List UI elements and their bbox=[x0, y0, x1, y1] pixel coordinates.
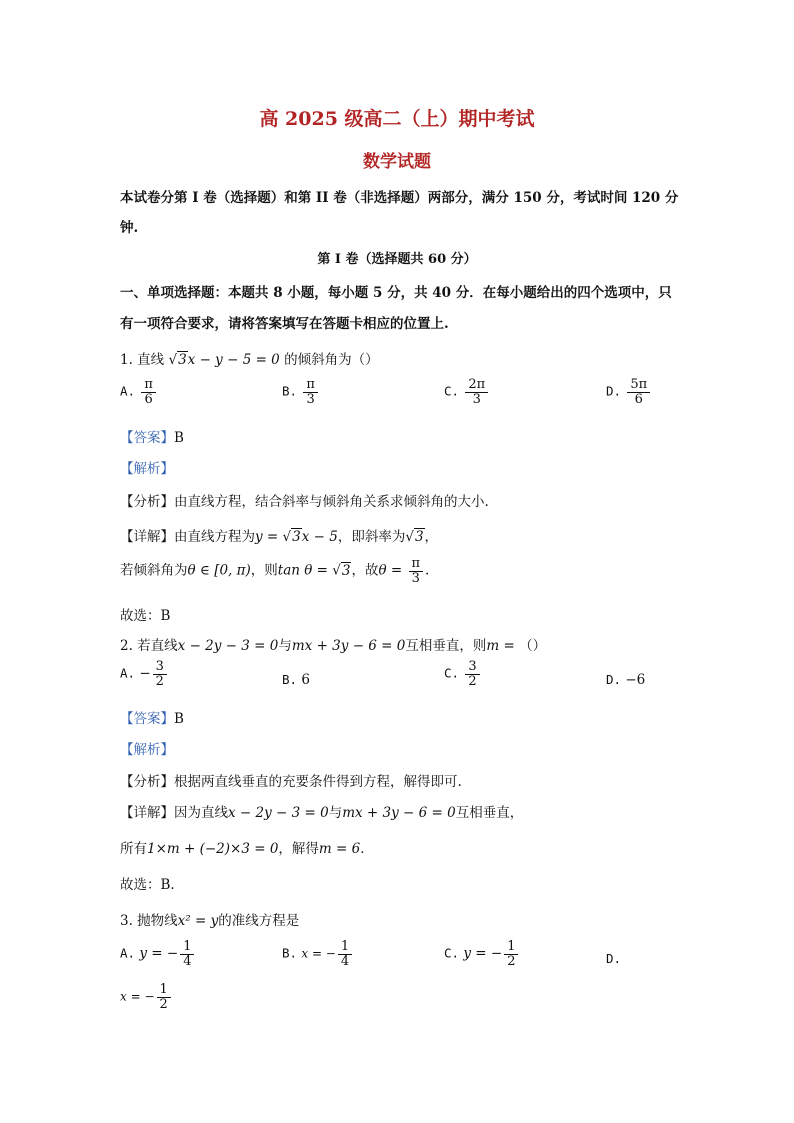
option-a-fraction: $\frac{\pi}{6}$ bbox=[141, 378, 156, 406]
question-1-detail: 【详解】由直线方程为y = √3x − 5，即斜率为√3， bbox=[120, 529, 439, 545]
intro-line-2: 钟. bbox=[120, 220, 139, 236]
question-1-prefix: 1. 直线 bbox=[120, 352, 165, 368]
question-3-stem: 3. 抛物线x² = y的准线方程是 bbox=[120, 913, 300, 929]
question-3-option-d-label[interactable]: D. bbox=[606, 951, 622, 966]
question-2-conclusion: 故选：B. bbox=[120, 877, 175, 893]
section-instruction-2: 有一项符合要求，请将答案填写在答题卡相应的位置上. bbox=[120, 316, 449, 332]
question-2-answer: 【答案】B bbox=[120, 711, 184, 727]
question-1-option-b[interactable]: B. $\frac{\pi}{3}$ bbox=[282, 378, 320, 406]
question-1-option-d[interactable]: D. $\frac{5\pi}{6}$ bbox=[606, 378, 652, 406]
option-b-fraction: $\frac{\pi}{3}$ bbox=[303, 378, 318, 406]
question-1-answer bbox=[120, 426, 184, 446]
question-1-detail-line-2: 若倾斜角为θ ∈ [0, π)，则tan θ = √3，故θ = $\frac{\pi}{3}$ . bbox=[120, 556, 430, 586]
question-3-option-a[interactable]: A. y = − $\frac{1}{4}$ bbox=[120, 940, 196, 968]
question-2-stem: 2. 若直线x − 2y − 3 = 0与mx + 3y − 6 = 0互相垂直，则m = （） bbox=[120, 638, 547, 654]
answer-value: B bbox=[174, 430, 184, 446]
question-2-option-b[interactable]: B. 6 bbox=[282, 672, 310, 688]
question-3-option-c[interactable]: C. y = − $\frac{1}{2}$ bbox=[444, 940, 520, 968]
question-3-option-b[interactable]: B. x = − $\frac{1}{4}$ bbox=[282, 940, 354, 968]
option-c-fraction: $\frac{2\pi}{3}$ bbox=[465, 378, 488, 406]
section-heading: 第 I 卷（选择题共 60 分） bbox=[317, 252, 477, 267]
question-1-option-a[interactable]: A. $\frac{\pi}{6}$ bbox=[120, 378, 158, 406]
intro-line-1: 本试卷分第 I 卷（选择题）和第 II 卷（非选择题）两部分，满分 150 分，考试时间 120 分 bbox=[120, 190, 679, 206]
question-2-analysis-tag: 【解析】 bbox=[120, 742, 174, 758]
section-instruction-1: 一、单项选择题：本题共 8 小题，每小题 5 分，共 40 分．在每小题给出的四个选项中，只 bbox=[120, 285, 672, 301]
question-2-fenxi: 【分析】根据两直线垂直的充要条件得到方程，解得即可. bbox=[120, 774, 462, 790]
question-2-option-c[interactable]: C. $\frac{3}{2}$ bbox=[444, 660, 482, 688]
question-1-equation: √3 bbox=[168, 352, 187, 368]
question-2-detail: 【详解】因为直线x − 2y − 3 = 0与mx + 3y − 6 = 0互相垂直， bbox=[120, 805, 524, 821]
question-2-option-a[interactable]: A. − $\frac{3}{2}$ bbox=[120, 660, 169, 688]
question-2-option-d[interactable]: D. −6 bbox=[606, 672, 646, 688]
question-1-stem bbox=[120, 348, 379, 368]
question-1-suffix: 的倾斜角为（） bbox=[284, 352, 379, 368]
question-1-analysis-tag: 【解析】 bbox=[120, 461, 174, 477]
question-1-equation-rest: x − y − 5 = 0 bbox=[187, 352, 280, 368]
question-1-fenxi: 【分析】由直线方程，结合斜率与倾斜角关系求倾斜角的大小. bbox=[120, 494, 489, 510]
question-1-option-c[interactable]: C. $\frac{2\pi}{3}$ bbox=[444, 378, 490, 406]
question-2-detail-line-2: 所有1×m + (−2)×3 = 0，解得m = 6． bbox=[120, 841, 374, 857]
option-d-fraction: $\frac{5\pi}{6}$ bbox=[627, 378, 650, 406]
exam-title: 高 2025 级高二（上）期中考试 bbox=[259, 108, 535, 130]
question-3-option-d[interactable]: x = − $\frac{1}{2}$ bbox=[120, 983, 173, 1011]
answer-tag: 【答案】 bbox=[120, 430, 174, 446]
exam-subtitle: 数学试题 bbox=[363, 152, 431, 172]
question-1-conclusion: 故选：B bbox=[120, 608, 171, 624]
